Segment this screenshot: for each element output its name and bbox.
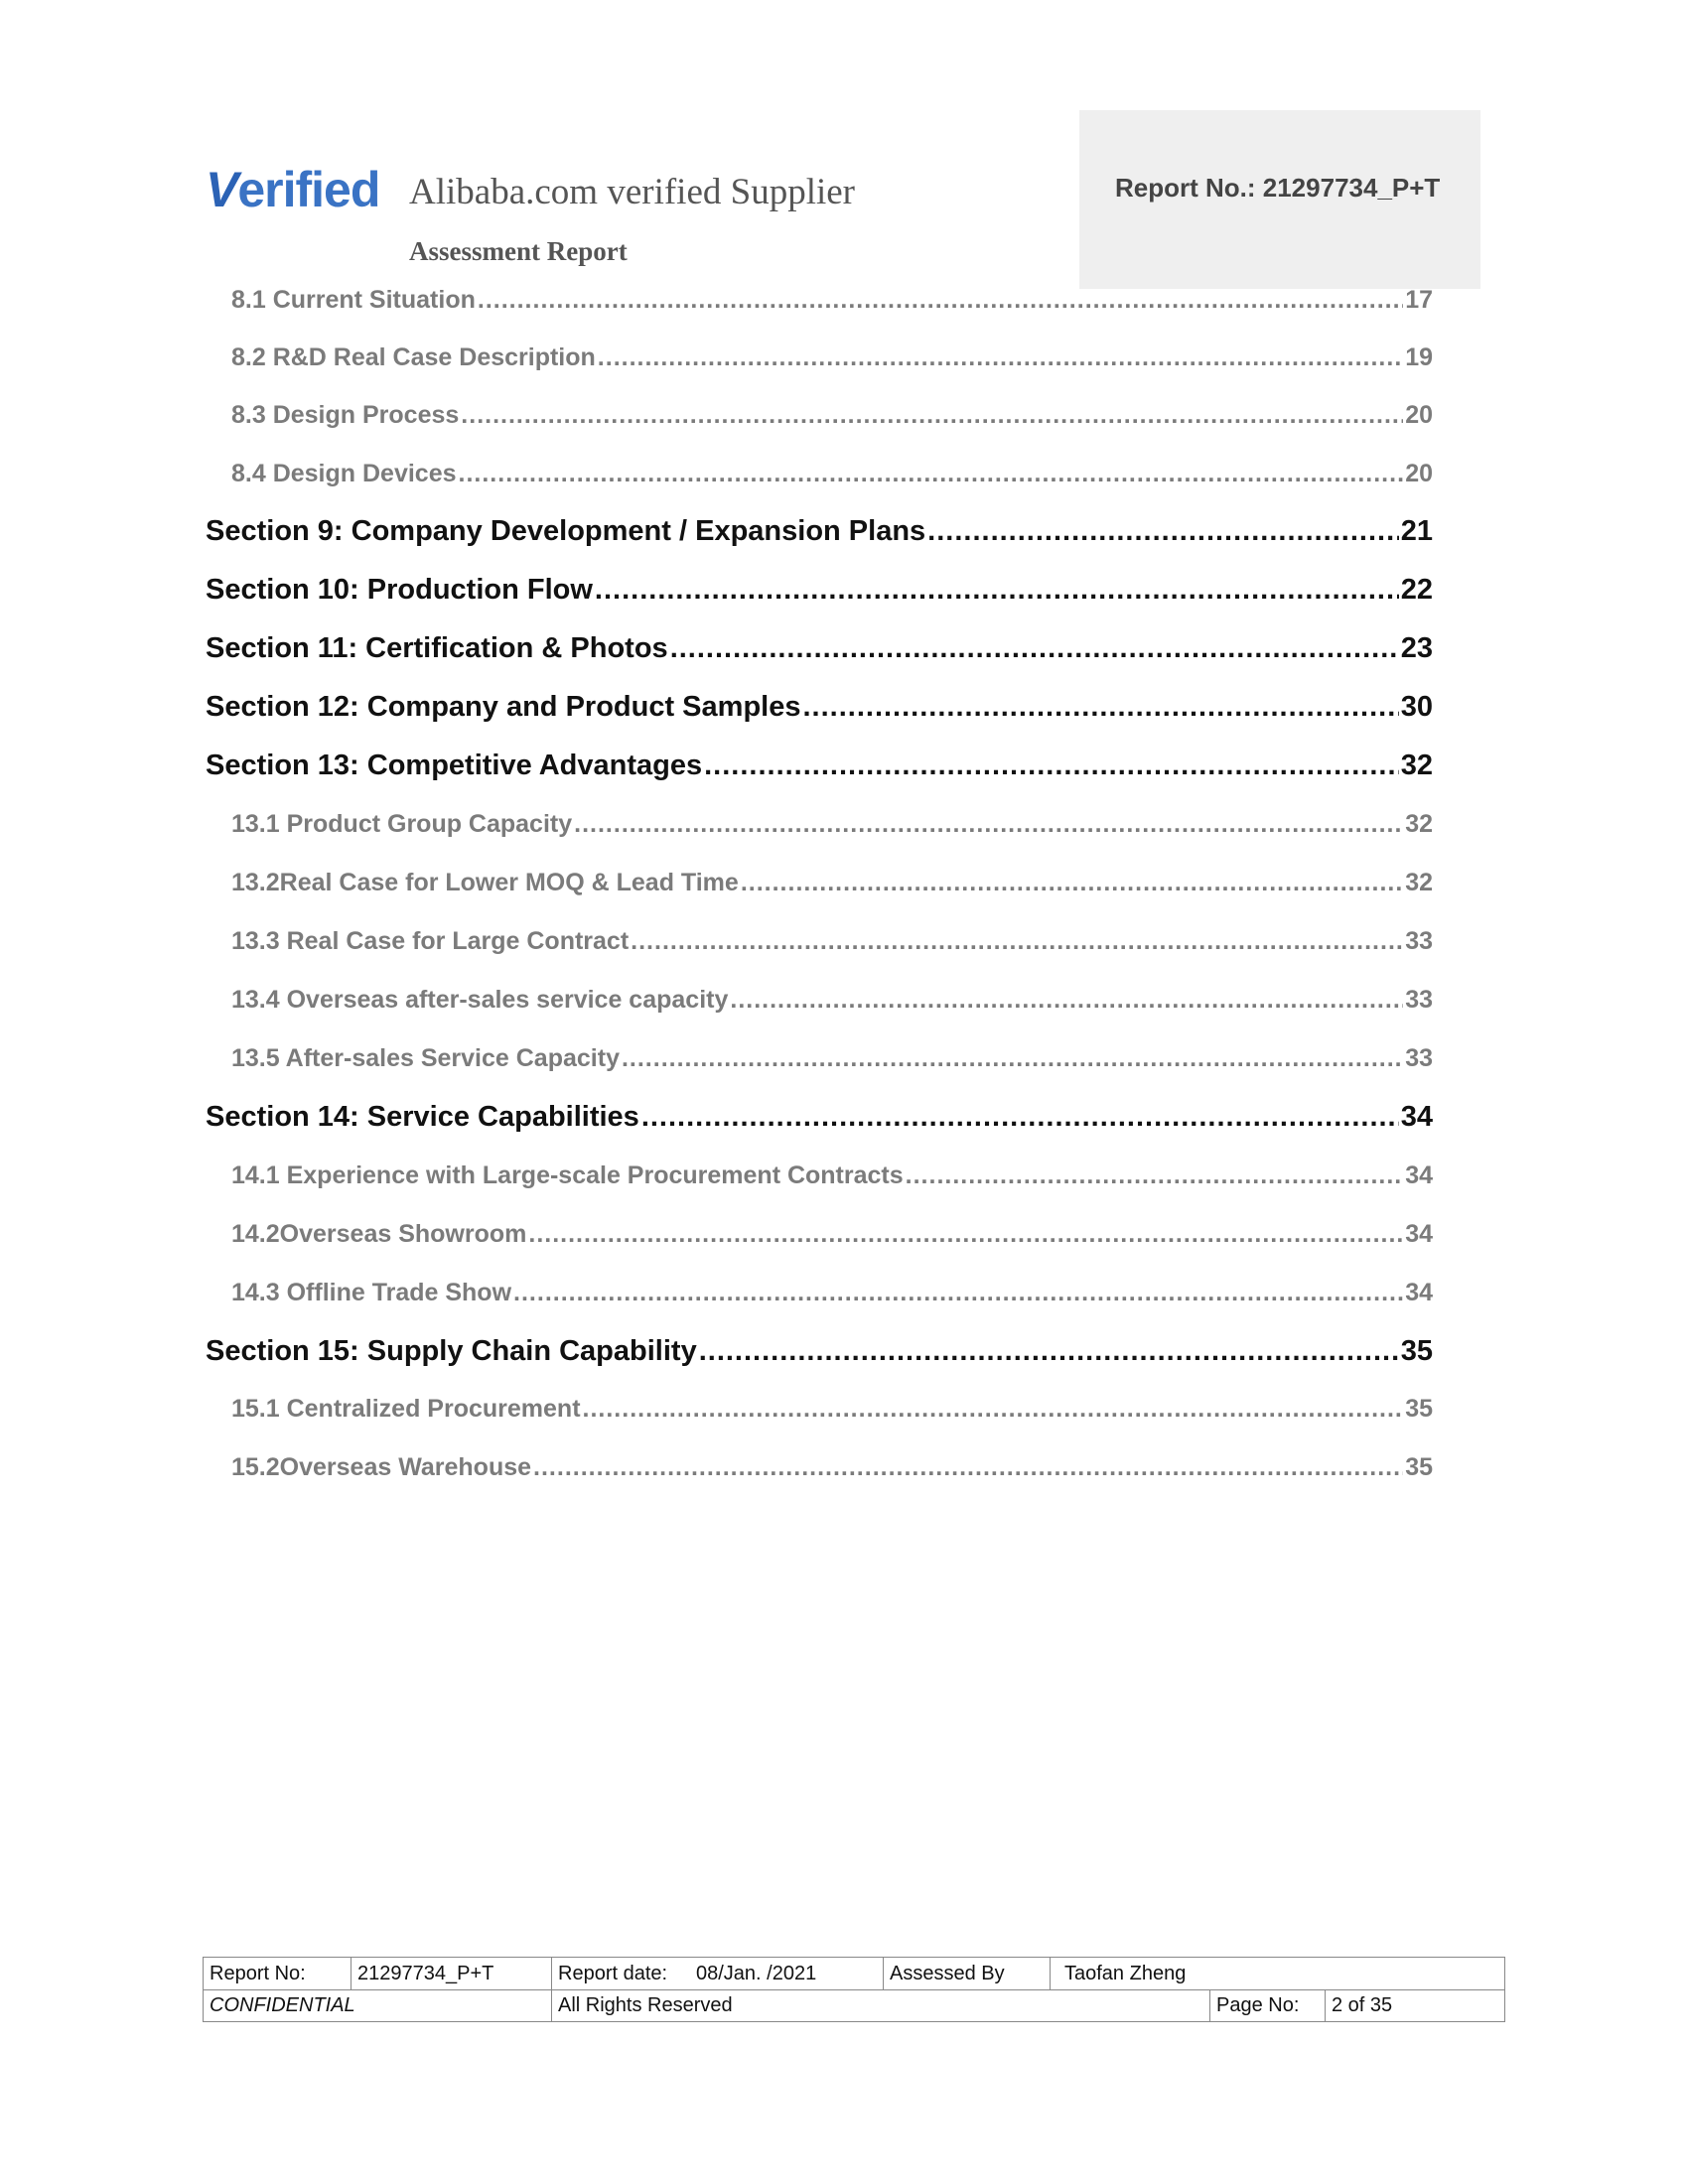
toc-title: 8.2 R&D Real Case Description (231, 343, 596, 371)
toc-page: 22 (1400, 574, 1433, 606)
logo-text: erified (237, 162, 380, 217)
report-number: Report No.: 21297734_P+T (1115, 173, 1441, 203)
toc-leader (641, 1101, 1399, 1134)
toc-page: 33 (1405, 1044, 1433, 1072)
toc-entry[interactable] (231, 286, 1433, 315)
toc-title: Section 14: Service Capabilities (206, 1101, 639, 1133)
toc-page: 20 (1405, 460, 1433, 487)
toc-page: 34 (1405, 1161, 1433, 1189)
site-subtitle: Assessment Report (409, 236, 628, 266)
toc-page: 35 (1405, 1453, 1433, 1481)
toc-leader (533, 1453, 1403, 1482)
toc-entry[interactable] (231, 986, 1433, 1015)
page-header (0, 0, 1688, 298)
toc-leader (574, 810, 1403, 839)
toc-leader (595, 574, 1399, 607)
confidential-label: CONFIDENTIAL (210, 1994, 355, 2016)
toc-page: 32 (1405, 869, 1433, 896)
toc-title: Section 15: Supply Chain Capability (206, 1335, 697, 1367)
toc-page: 21 (1400, 515, 1433, 547)
footer-table (203, 1957, 1505, 2022)
rights-label: All Rights Reserved (551, 1989, 1209, 2021)
toc-leader (670, 632, 1399, 665)
report-date-label: Report date: (551, 1958, 885, 1989)
toc-leader (699, 1335, 1399, 1368)
toc-entry[interactable] (231, 869, 1433, 897)
assessed-by-label: Assessed By (883, 1958, 1050, 1989)
toc-leader (513, 1279, 1403, 1307)
toc-title: 14.2Overseas Showroom (231, 1220, 527, 1248)
toc-page: 32 (1400, 750, 1433, 781)
toc-leader (459, 460, 1404, 488)
toc-entry[interactable] (206, 691, 1433, 724)
toc-leader (528, 1220, 1403, 1249)
toc-leader (704, 750, 1399, 782)
toc-leader (741, 869, 1403, 897)
assessed-by-value: Taofan Zheng (1050, 1958, 1506, 1989)
toc-page: 35 (1405, 1395, 1433, 1423)
toc-entry[interactable] (231, 1453, 1433, 1482)
toc-entry[interactable] (206, 515, 1433, 548)
toc-entry[interactable] (231, 1220, 1433, 1249)
toc-page: 30 (1400, 691, 1433, 723)
toc-title: 13.3 Real Case for Large Contract (231, 927, 630, 955)
toc-leader (906, 1161, 1404, 1190)
toc-page: 23 (1400, 632, 1433, 664)
toc-title: 15.2Overseas Warehouse (231, 1453, 532, 1481)
toc-entry[interactable] (231, 401, 1433, 430)
toc-entry[interactable] (231, 1044, 1433, 1073)
toc-title: Section 11: Certification & Photos (206, 632, 668, 664)
toc-title: 13.4 Overseas after-sales service capacity (231, 986, 729, 1014)
verified-logo (206, 159, 380, 220)
page-no-label: Page No: (1209, 1989, 1325, 2021)
toc-title: Section 10: Production Flow (206, 574, 593, 606)
toc-page: 34 (1400, 1101, 1433, 1133)
toc-title: 8.4 Design Devices (231, 460, 457, 487)
toc-page: 33 (1405, 986, 1433, 1014)
toc-page: 32 (1405, 810, 1433, 838)
toc-entry[interactable] (231, 927, 1433, 956)
toc-entry[interactable] (206, 1335, 1433, 1368)
report-no-label: Report No: (210, 1963, 306, 1984)
toc-page: 34 (1405, 1279, 1433, 1306)
page-no-value: 2 of 35 (1325, 1989, 1506, 2021)
toc-entry[interactable] (231, 343, 1433, 372)
toc-entry[interactable] (231, 460, 1433, 488)
footer-row (204, 1989, 1504, 2021)
toc-entry[interactable] (231, 1395, 1433, 1424)
site-title: Alibaba.com verified Supplier (409, 172, 856, 212)
toc-leader (461, 401, 1403, 430)
toc-page: 20 (1405, 401, 1433, 429)
toc-leader (927, 515, 1399, 548)
toc-page: 33 (1405, 927, 1433, 955)
toc-page: 17 (1405, 286, 1433, 314)
toc-title: 14.3 Offline Trade Show (231, 1279, 512, 1306)
toc-title: 15.1 Centralized Procurement (231, 1395, 581, 1423)
toc-title: Section 13: Competitive Advantages (206, 750, 703, 781)
toc-leader (631, 927, 1403, 956)
toc-leader (802, 691, 1398, 724)
toc-entry[interactable] (231, 1279, 1433, 1307)
toc-title: 13.5 After-sales Service Capacity (231, 1044, 620, 1072)
toc-leader (583, 1395, 1404, 1424)
toc-title: 13.2Real Case for Lower MOQ & Lead Time (231, 869, 739, 896)
toc-title: Section 9: Company Development / Expansion Plans (206, 515, 926, 547)
toc-leader (730, 986, 1403, 1015)
toc-title: Section 12: Company and Product Samples (206, 691, 801, 723)
toc-entry[interactable] (231, 1161, 1433, 1190)
toc-entry[interactable] (206, 1101, 1433, 1134)
report-date-value: 08/Jan. /2021 (696, 1963, 817, 1984)
toc-title: 14.1 Experience with Large-scale Procurement Contracts (231, 1161, 904, 1189)
toc-page: 34 (1405, 1220, 1433, 1248)
footer-row (204, 1958, 1504, 1990)
toc-leader (598, 343, 1403, 372)
toc-title: 8.3 Design Process (231, 401, 460, 429)
report-no-value: 21297734_P+T (351, 1958, 551, 1989)
toc-entry[interactable] (206, 750, 1433, 782)
toc-title: 8.1 Current Situation (231, 286, 476, 314)
toc-entry[interactable] (231, 810, 1433, 839)
toc-leader (622, 1044, 1403, 1073)
toc-entry[interactable] (206, 574, 1433, 607)
report-number-box (1079, 110, 1480, 289)
toc-page: 19 (1405, 343, 1433, 371)
toc-entry[interactable] (206, 632, 1433, 665)
logo-v-mark: V (206, 162, 238, 217)
toc-page: 35 (1400, 1335, 1433, 1367)
toc-leader (478, 286, 1403, 315)
toc-title: 13.1 Product Group Capacity (231, 810, 573, 838)
